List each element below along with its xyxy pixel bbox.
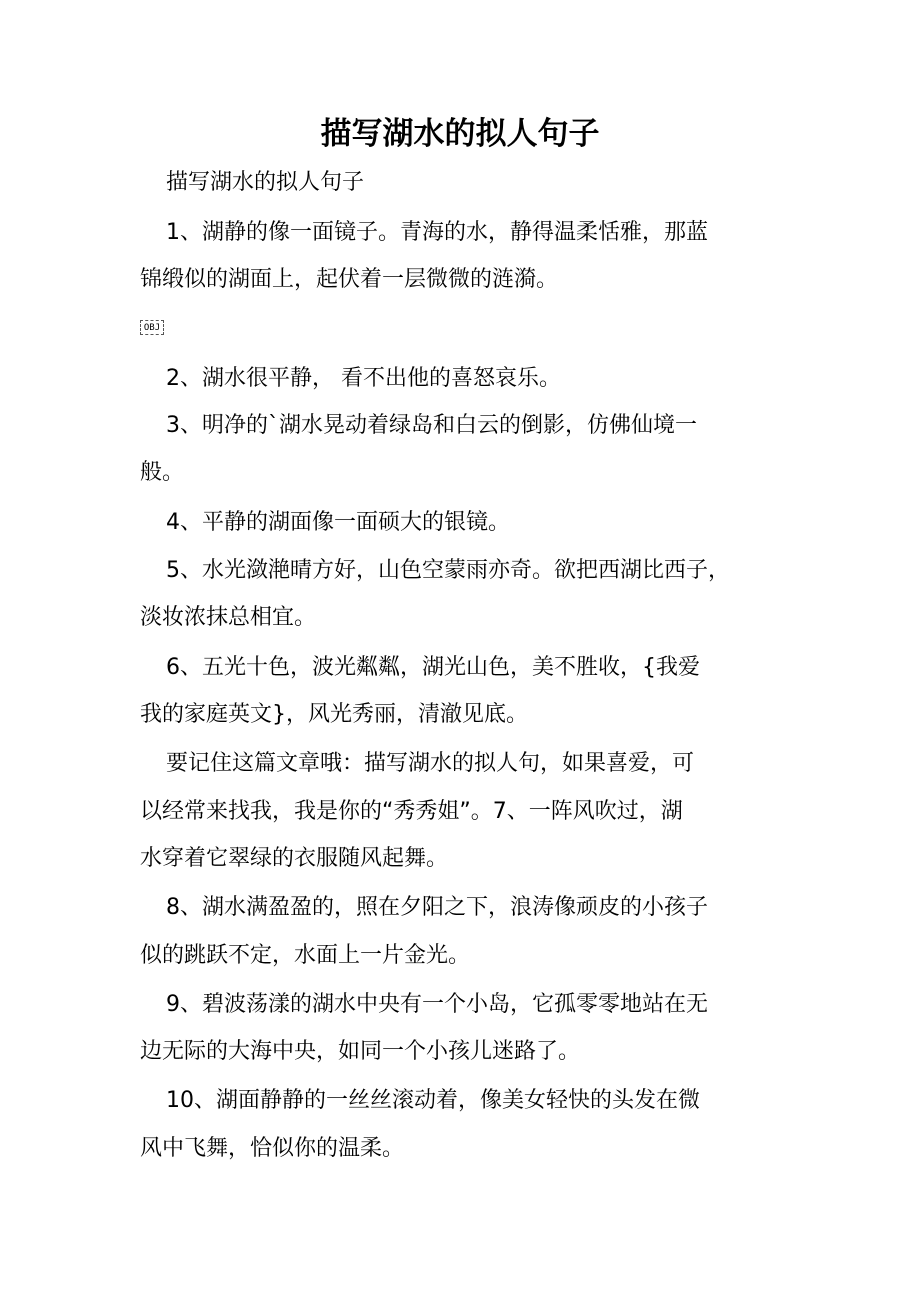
document-subtitle: 描写湖水的拟人句子 [166, 170, 365, 195]
paragraph-line: 2、湖水很平静， 看不出他的喜怒哀乐。 [166, 366, 561, 391]
paragraph-line: 边无际的大海中央，如同一个小孩儿迷路了。 [140, 1039, 581, 1064]
paragraph-line: 6、五光十色，波光粼粼，湖光山色，美不胜收，{我爱 [166, 655, 700, 680]
paragraph-line: 水穿着它翠绿的衣服随风起舞。 [140, 846, 449, 871]
embedded-object-placeholder: OBJ [140, 320, 164, 335]
paragraph-line: 3、明净的`湖水晃动着绿岛和白云的倒影，仿佛仙境一 [166, 413, 697, 438]
paragraph-line: 要记住这篇文章哦：描写湖水的拟人句，如果喜爱，可 [166, 751, 695, 776]
paragraph-line: 9、碧波荡漾的湖水中央有一个小岛，它孤零零地站在无 [166, 992, 708, 1017]
paragraph-line: 1、湖静的像一面镜子。青海的水，静得温柔恬雅，那蓝 [166, 220, 708, 245]
paragraph-line: 5、水光潋滟晴方好，山色空蒙雨亦奇。欲把西湖比西子， [166, 558, 730, 583]
paragraph-line: 风中飞舞，恰似你的温柔。 [140, 1136, 405, 1161]
paragraph-line: 般。 [140, 460, 185, 485]
paragraph-line: 锦缎似的湖面上，起伏着一层微微的涟漪。 [140, 267, 559, 292]
paragraph-line: 淡妆浓抹总相宜。 [140, 605, 317, 630]
paragraph-line: 似的跳跃不定，水面上一片金光。 [140, 943, 471, 968]
paragraph-line: 10、湖面静静的一丝丝滚动着，像美女轻快的头发在微 [166, 1088, 700, 1113]
paragraph-line: 我的家庭英文}，风光秀丽，清澈见底。 [140, 702, 528, 727]
paragraph-line: 8、湖水满盈盈的，照在夕阳之下，浪涛像顽皮的小孩子 [166, 895, 708, 920]
document-title: 描写湖水的拟人句子 [320, 116, 600, 152]
paragraph-line: 以经常来找我，我是你的“秀秀姐”。7、一阵风吹过，湖 [140, 799, 683, 824]
paragraph-line: 4、平静的湖面像一面硕大的银镜。 [166, 510, 510, 535]
